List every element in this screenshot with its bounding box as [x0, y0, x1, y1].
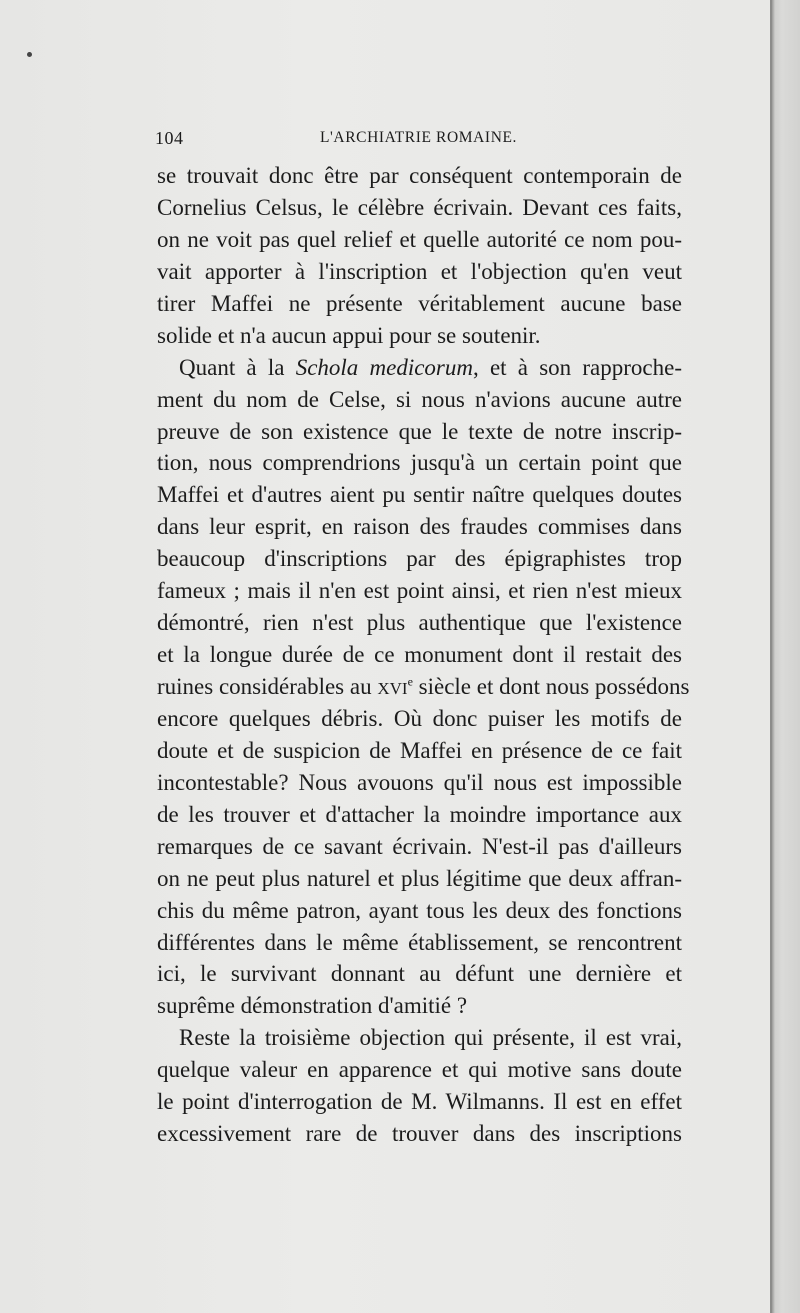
text-line: chis du même patron, ayant tous les deux des fonctions [157, 897, 682, 923]
text-line: doute et de suspicion de Maffei en présence de ce fait [157, 737, 682, 763]
body-text [157, 160, 690, 1150]
text-line: tirer Maffei ne présente véritablement aucune base [157, 290, 682, 316]
text-line: encore quelques débris. Où donc puiser les motifs de [157, 705, 682, 731]
text-line: on ne voit pas quel relief et quelle autorité ce nom pou- [157, 226, 682, 252]
text-run: ruines considérables au [157, 674, 378, 699]
text-line: différentes dans le même établissement, se rencontrent [157, 929, 682, 955]
paper-speck [27, 52, 32, 57]
text-line: solide et n'a aucun appui pour se soutenir. [157, 322, 541, 348]
text-line: dans leur esprit, en raison des fraudes commises dans [157, 514, 682, 540]
paragraph-first-line: Reste la troisième objection qui présente, il est vrai, [179, 1025, 682, 1051]
text-line: démontré, rien n'est plus authentique que l'existence [157, 610, 682, 636]
text-line: incontestable? Nous avouons qu'il nous est impossible [157, 769, 682, 795]
century-line [157, 671, 690, 703]
text-line: Cornelius Celsus, le célèbre écrivain. Devant ces faits, [157, 194, 682, 220]
running-head [155, 128, 682, 152]
text-line: tion, nous comprendrions jusqu'à un certain point que [157, 450, 682, 476]
text-line: et la longue durée de ce monument dont il restait des [157, 642, 682, 668]
running-title: L'ARCHIATRIE ROMAINE. [319, 129, 518, 146]
text-run: Quant à la [179, 354, 296, 380]
text-line: se trouvait donc être par conséquent contemporain de [157, 163, 682, 188]
page-number: 104 [155, 128, 184, 148]
roman-numeral: XVI [377, 679, 408, 698]
paragraph-first-line [157, 352, 682, 384]
text-line: de les trouver et d'attacher la moindre importance aux [157, 801, 682, 827]
text-line: vait apporter à l'inscription et l'objection qu'en veut [157, 258, 682, 284]
text-line: ment du nom de Celse, si nous n'avions aucune autre [157, 386, 682, 412]
text-line: ici, le survivant donnant au défunt une dernière et [157, 961, 682, 987]
text-run: siècle et dont nous possédons [412, 674, 690, 699]
text-line: Maffei et d'autres aient pu sentir naître quelques doutes [157, 482, 682, 508]
text-run: , et à son rapproche- [473, 354, 683, 380]
text-line: remarques de ce savant écrivain. N'est-il pas d'ailleurs [157, 833, 682, 859]
text-line: beaucoup d'inscriptions par des épigraphistes trop [157, 546, 682, 572]
text-line: le point d'interrogation de M. Wilmanns. Il est en effet [157, 1089, 682, 1115]
text-line: suprême démonstration d'amitié ? [157, 993, 468, 1019]
binding-gutter [772, 0, 800, 1313]
text-line: fameux ; mais il n'en est point ainsi, et rien n'est mieux [157, 578, 682, 604]
text-line: quelque valeur en apparence et qui motive sans doute [157, 1057, 682, 1083]
text-line: preuve de son existence que le texte de notre inscrip- [157, 418, 682, 444]
text-line: on ne peut plus naturel et plus légitime que deux affran- [157, 865, 682, 891]
superscript: e [407, 674, 413, 689]
italic-term: Schola medicorum [295, 354, 473, 380]
text-line: excessivement rare de trouver dans des inscriptions [157, 1121, 682, 1147]
